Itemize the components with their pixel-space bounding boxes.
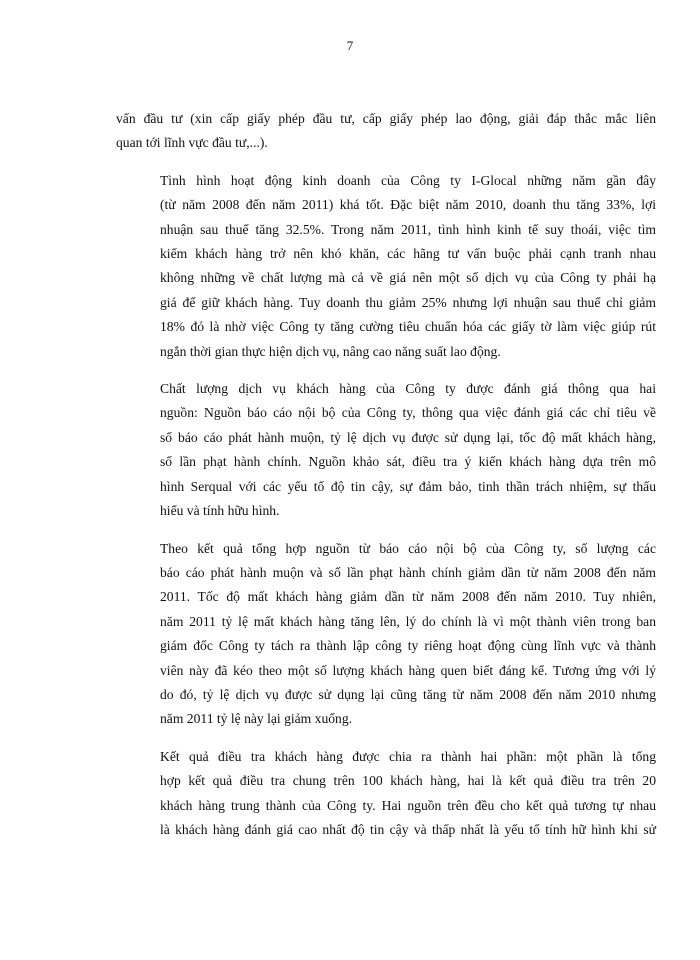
text-line: khách hàng trung thành của Công ty. Hai nguồn trên đều cho kết quả tương tự nhau [160,797,656,813]
text-line: là khách hàng đánh giá cao nhất độ tin cậy và thấp nhất là yếu tố tính hữ hình khi sử [160,821,656,837]
paragraph [116,169,656,364]
paragraph [116,537,656,732]
text-line: Theo kết quả tổng hợp nguồn từ báo cáo nội bộ của Công ty, số lượng các [160,540,656,556]
text-line: hiểu và tính hữu hình. [160,503,280,519]
text-line: hợp kết quả điều tra chung trên 100 khách hàng, hai là kết quả điều tra trên 20 [160,773,656,789]
text-line: Tình hình hoạt động kinh doanh của Công ty I-Glocal những năm gần đây [160,172,656,188]
paragraph [116,377,656,523]
text-line: 18% đó là nhờ việc Công ty tăng cường tiêu chuẩn hóa các giấy tờ làm việc giúp rút [160,319,656,335]
text-line: năm 2011 tỷ lệ này lại giảm xuống. [160,711,353,727]
text-line: do đó, tỷ lệ dịch vụ được sử dụng lại cũng tăng từ năm 2008 đến năm 2010 nhưng [160,686,656,702]
text-line: không những về chất lượng mà cả về giá nên một số dịch vụ của Công ty phải hạ [160,270,656,286]
paragraph [116,107,656,156]
text-line: nguồn: Nguồn báo cáo nội bộ của Công ty, thông qua việc đánh giá các chỉ tiêu về [160,405,656,421]
text-line: nhuận sau thuế tăng 32.5%. Trong năm 2011, tình hình kinh tế suy thoái, việc tìm [160,221,656,237]
text-line: (từ năm 2008 đến năm 2011) khá tốt. Đặc biệt năm 2010, doanh thu tăng 33%, lợi [160,197,656,213]
text-line: Kết quả điều tra khách hàng được chia ra thành hai phần: một phần là tổng [160,748,656,764]
text-line: giá để giữ khách hàng. Tuy doanh thu giảm 25% nhưng lợi nhuận sau thuế chỉ giảm [160,294,656,310]
text-line: báo cáo phát hành muộn và số lần phạt hành chính giảm dần từ năm 2008 đến năm [160,564,656,580]
text-line: kiếm khách hàng trở nên khó khăn, các hãng tư vấn buộc phải cạnh tranh nhau [160,246,656,262]
text-line: viên này đã kéo theo một số lượng khách hàng quen biết đáng kể. Tương ứng với lý [160,662,656,678]
text-line: giám đốc Công ty tách ra thành lập công ty riêng hoạt động cùng lĩnh vực và thành [160,638,656,654]
text-line: Chất lượng dịch vụ khách hàng của Công ty được đánh giá thông qua hai [160,381,656,397]
text-line: quan tới lĩnh vực đầu tư,...). [116,135,268,151]
text-line: số lần phạt hành chính. Nguồn khảo sát, điều tra ý kiến khách hàng dựa trên mô [160,454,656,470]
document-body [116,107,656,855]
text-line: ngắn thời gian thực hiện dịch vụ, nâng cao năng suất lao động. [160,343,501,359]
text-line: số báo cáo phát hành muộn, tỷ lệ dịch vụ được sử dụng lại, tốc độ mất khách hàng, [160,429,656,445]
text-line: 2011. Tốc độ mất khách hàng giảm dần từ năm 2008 đến năm 2010. Tuy nhiên, [160,589,656,605]
text-line: năm 2011 tỷ lệ mất khách hàng tăng lên, lý do chính là vì một thành viên trong ban [160,613,656,629]
paragraph [116,745,656,843]
text-line: vấn đầu tư (xin cấp giấy phép đầu tư, cấp giấy phép lao động, giải đáp thắc mắc liên [116,111,656,126]
text-line: hình Serqual với các yếu tố độ tin cậy, sự đảm bảo, tinh thần trách nhiệm, sự thấu [160,478,656,494]
page-number: 7 [346,38,354,53]
